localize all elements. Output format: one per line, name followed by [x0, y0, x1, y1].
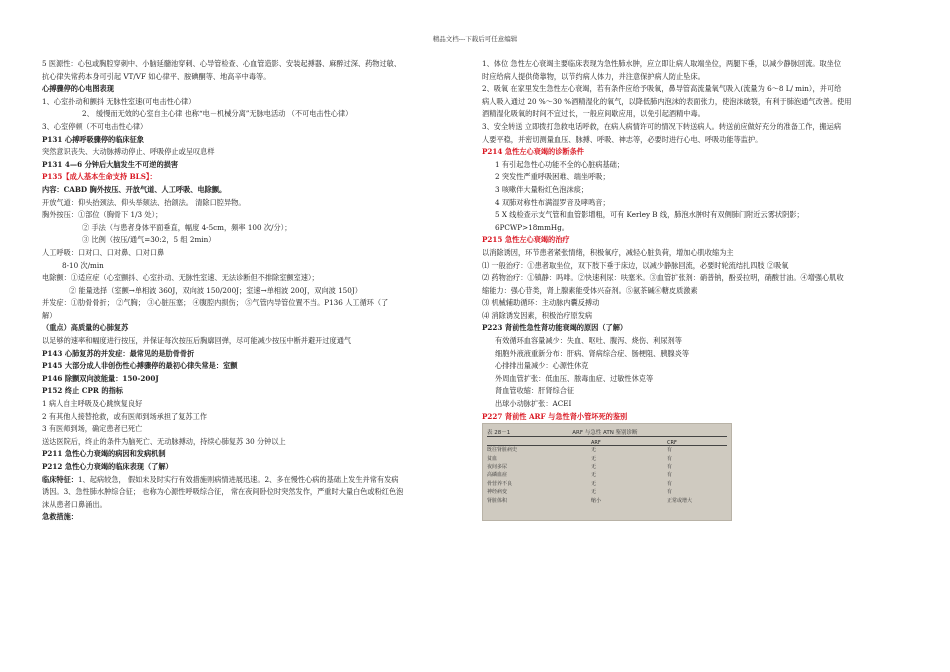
table-cell: 无 [591, 464, 597, 470]
text-line: 开放气道：仰头抬颈法、仰头举颏法、抬颌法。 清除口腔异物。 [42, 197, 246, 207]
text-line: 6PCWP>18mmHg。 [495, 222, 569, 232]
table-row [487, 463, 727, 471]
text-line: 心排排出量减少：心源性休克 [495, 361, 589, 371]
text-line: ⑵ 药物治疗：①镇静：吗啡。②快速利尿：呋塞米。③血管扩张剂：硝普钠，酚妥拉明，硝酸甘油。④增强心肌收 [482, 273, 844, 283]
table-cell: 无 [591, 480, 597, 487]
section-heading: P211 急性心力衰竭的病因和发病机制 [42, 449, 166, 459]
table-cell: 高磷血症 [487, 472, 508, 479]
text-line: 5 医源性：心包或胸腔穿刺中、小脑延髓池穿刺、心导管检查、心血管造影、安装起搏器、麻醉过深、药物过敏、 [42, 59, 402, 68]
text-line: 3 咳嗽伴大量粉红色泡沫痰； [495, 184, 589, 194]
text-line: 以消除诱因，环节患者紧张情绪，积极氧疗，减轻心脏负荷，增加心肌收缩为主 [482, 247, 734, 257]
table-cell: 既往肾脏病史 [487, 447, 518, 454]
table-header-cell: ARF [591, 440, 601, 447]
table-caption-title: ARF 与急性 ATN 鉴别诊断 [572, 430, 638, 437]
section-heading: （重点）高质量的心肺复苏 [42, 323, 129, 333]
section-heading: 急救措施： [42, 512, 78, 522]
text-line: 1 病人自主呼吸及心跳恢复良好 [42, 399, 143, 409]
left-column [42, 58, 468, 524]
text-line: 5 X 线检查示支气管和血管影增粗，可有 Kerley B 线，肺泡水肿时有双侧肺门附近云雾状阴影； [495, 210, 804, 220]
text-line: 临床特征：1、起病较急， 假如未及时实行有效措施则病情进展迅速。2、多在慢性心病的基础上发生并常有发病 [42, 474, 399, 484]
table-header-row [487, 436, 727, 446]
table-cell: 有 [667, 480, 673, 487]
text-line: 突然意识丧失、大动脉搏动停止、呼吸停止或呈叹息样 [42, 147, 215, 157]
table-row [487, 471, 727, 479]
comparison-table-image [482, 423, 732, 521]
table-cell: 有 [667, 489, 673, 496]
table-cell: 有 [667, 464, 673, 470]
table-cell: 正常或增大 [667, 497, 693, 504]
section-heading: P223 肾前性急性肾功能衰竭的原因（了解） [482, 323, 628, 333]
table-cell: 贫血 [487, 455, 498, 462]
text-line: ② 能量选择（室颤→单相波 360J，双向波 150/200J；室速→单相波 200J，双向波 150J） [69, 285, 362, 295]
section-heading: P131 心搏呼吸骤停的临床征象 [42, 134, 144, 144]
section-heading: P215 急性左心衰竭的治疗 [482, 235, 570, 245]
text-line: 3、安全转送 立即拨打急救电话呼救，在病人病情许可的情况下转送病人。转送前应做好充分的准备工作，搬运病 [482, 121, 842, 131]
section-heading: P131 4—6 分钟后大脑发生不可逆的损害 [42, 159, 179, 169]
text-line: ③ 比例（按压/通气=30:2，5 组 2min） [82, 235, 216, 245]
section-heading: 内容：CABD 胸外按压、开放气道、人工呼吸、电除颤。 [42, 184, 227, 194]
table-row [487, 497, 727, 505]
table-cell: 无 [591, 455, 597, 462]
table-cell: 肾脏体积 [487, 497, 508, 504]
table-row [487, 446, 727, 454]
text-line: ⑷ 消除诱发因素，积极治疗原发病 [482, 310, 593, 320]
text-line: 出球小动脉扩张：ACEI [495, 399, 572, 409]
text-line: ② 手法（与患者身体平面垂直，幅度 4-5cm，频率 100 次/分）； [82, 222, 292, 232]
table-caption-number: 表 28－1 [487, 430, 511, 437]
text-line: 2 突发性严重呼吸困难、端坐呼吸； [495, 172, 610, 182]
text-line: 酒精湿化吸氧的时间不宜过长，一般应间歇应用，以免引起酒精中毒。 [482, 109, 705, 119]
text-line: 2 有其他人接替抢救，或有医师到场承担了复苏工作 [42, 411, 207, 421]
text-line: 时应给病人提供倚靠物，以节约病人体力，并注意保护病人防止坠床。 [482, 71, 705, 81]
text-line: 2、 缓慢而无效的心室自主心律 也称“电－机械分离”无脉电活动 （不可电击性心律） [82, 109, 353, 119]
table-cell: 无 [591, 489, 597, 496]
text-line: 3、心室停顿（不可电击性心律） [42, 121, 148, 131]
text-line: 肾血管收缩：肝肾综合征 [495, 386, 575, 396]
page-header: 精品文档---下载后可任意编辑 [432, 35, 518, 43]
text-line: 并发症：①肋骨骨折； ②气胸； ③心脏压塞； ④腹腔内损伤； ⑤气管内导管位置不当。P136 人工循环（了 [42, 298, 389, 308]
text-line: 有效循环血容量减少：失血、呕吐、腹泻、烧伤、利尿剂等 [495, 336, 682, 346]
text-line: 1 有引起急性心功能不全的心脏病基础； [495, 159, 625, 169]
section-heading: P135【成人基本生命支持 BLS】： [42, 172, 157, 182]
section-heading: P146 除颤双向波能量：150-200J [42, 373, 159, 383]
text-line: 3 有医师到场，确定患者已死亡 [42, 424, 143, 434]
table-cell: 无 [591, 447, 597, 454]
text-line: 外周血管扩张：低血压、脓毒血症、过敏性休克等 [495, 373, 654, 383]
text-line: 2、吸氧 在家里发生急性左心衰竭，若有条件应给予吸氧，鼻导管高流量氧气吸入(流量为 6～8 L/ min），并可给 [482, 84, 842, 94]
text-line: 胸外按压：①部位（胸骨下 1/3 处）； [42, 210, 163, 220]
text-line: 1、体位 急性左心衰竭主要临床表现为急性肺水肿，应立即让病人取端坐位，两腿下垂，以减少静脉回流。取坐位 [482, 59, 842, 68]
section-heading: P214 急性左心衰竭的诊断条件 [482, 147, 584, 157]
table-cell: 有 [667, 455, 673, 462]
text-line: 沫从患者口鼻涌出。 [42, 499, 107, 509]
right-column [482, 58, 908, 521]
table-cell: 骨营养不良 [487, 480, 513, 487]
table-cell: 有 [667, 447, 673, 454]
text-line: 人工呼吸：口对口、口对鼻、口对口鼻 [42, 247, 165, 257]
table-cell: 神经病变 [487, 489, 508, 496]
section-heading: P227 肾前性 ARF 与急性肾小管坏死的鉴别 [482, 411, 628, 421]
text-line: 以足够的速率和幅度进行按压，并保证每次按压后胸廓回弹，尽可能减少按压中断并避开过度通气 [42, 336, 352, 346]
text-line: 解） [42, 310, 57, 320]
table-cell: 无 [591, 472, 597, 479]
text-line: ⑴ 一般治疗：①患者取坐位，双下肢下垂于床边，以减少静脉回流，必要时轮流结扎四肢 ②吸氧 [482, 260, 789, 270]
text-line: 病人吸入通过 20 %～30 %酒精湿化的氧气，以降低肺内泡沫的表面张力，使泡沫破裂，有利于肺泡通气改善。使用 [482, 96, 852, 106]
text-line: 抗心律失常药本身可引起 VT/VF 如心律平、胺碘酮等、地高辛中毒等。 [42, 71, 271, 81]
section-heading: P212 急性心力衰竭的临床表现（了解） [42, 462, 173, 471]
table-cell: 有 [667, 472, 673, 479]
text-line: 缩能力：强心苷类，肾上腺素能受体兴奋剂。⑤氨茶碱⑥糖皮质激素 [482, 285, 698, 295]
table-row [487, 480, 727, 488]
table-row [487, 488, 727, 496]
table-cell: 缩小 [591, 497, 602, 504]
table-row [487, 455, 727, 463]
text-line: 4 双肺对称性布满湿罗音及哮鸣音； [495, 197, 610, 207]
text-line: 人要平稳，并密切测量血压、脉搏、呼吸、神志等，必要时进行心电、呼吸功能等监护。 [482, 134, 763, 144]
section-heading: P143 心肺复苏的并发症：最常见的是肋骨骨折 [42, 348, 195, 358]
section-heading: P152 终止 CPR 的指标 [42, 386, 123, 396]
section-heading: 心搏骤停的心电图表现 [42, 84, 114, 94]
section-heading: P145 大部分成人非创伤性心搏骤停的最初心律失常是：室颤 [42, 361, 238, 371]
text-line: 1、心室扑动和颤抖 无脉性室速(可电击性心律） [42, 96, 196, 106]
text-line: 8-10 次/min [62, 260, 104, 270]
text-line: 送达医院后，终止的条件为脑死亡、无动脉搏动，持续心肺复苏 30 分钟以上 [42, 436, 286, 446]
table-cell: 夜间多尿 [487, 464, 508, 470]
text-line: 细胞外液液重新分布：肝病、肾病综合症、肠梗阻、胰腺炎等 [495, 348, 690, 358]
text-line: 诱因。3、急性肺水肿综合征； 也称为心源性呼吸综合征， 常在夜间卧位时突然发作，严重时大量白色或粉红色泡 [42, 487, 404, 497]
text-line: ⑶ 机械辅助循环：主动脉内囊反搏动 [482, 298, 600, 308]
text-line: 电除颤：①适应症（心室颤抖、心室扑动、无脉性室速、无法诊断但不排除室颤室速）； [42, 273, 319, 283]
table-header-cell: CRF [667, 440, 677, 447]
